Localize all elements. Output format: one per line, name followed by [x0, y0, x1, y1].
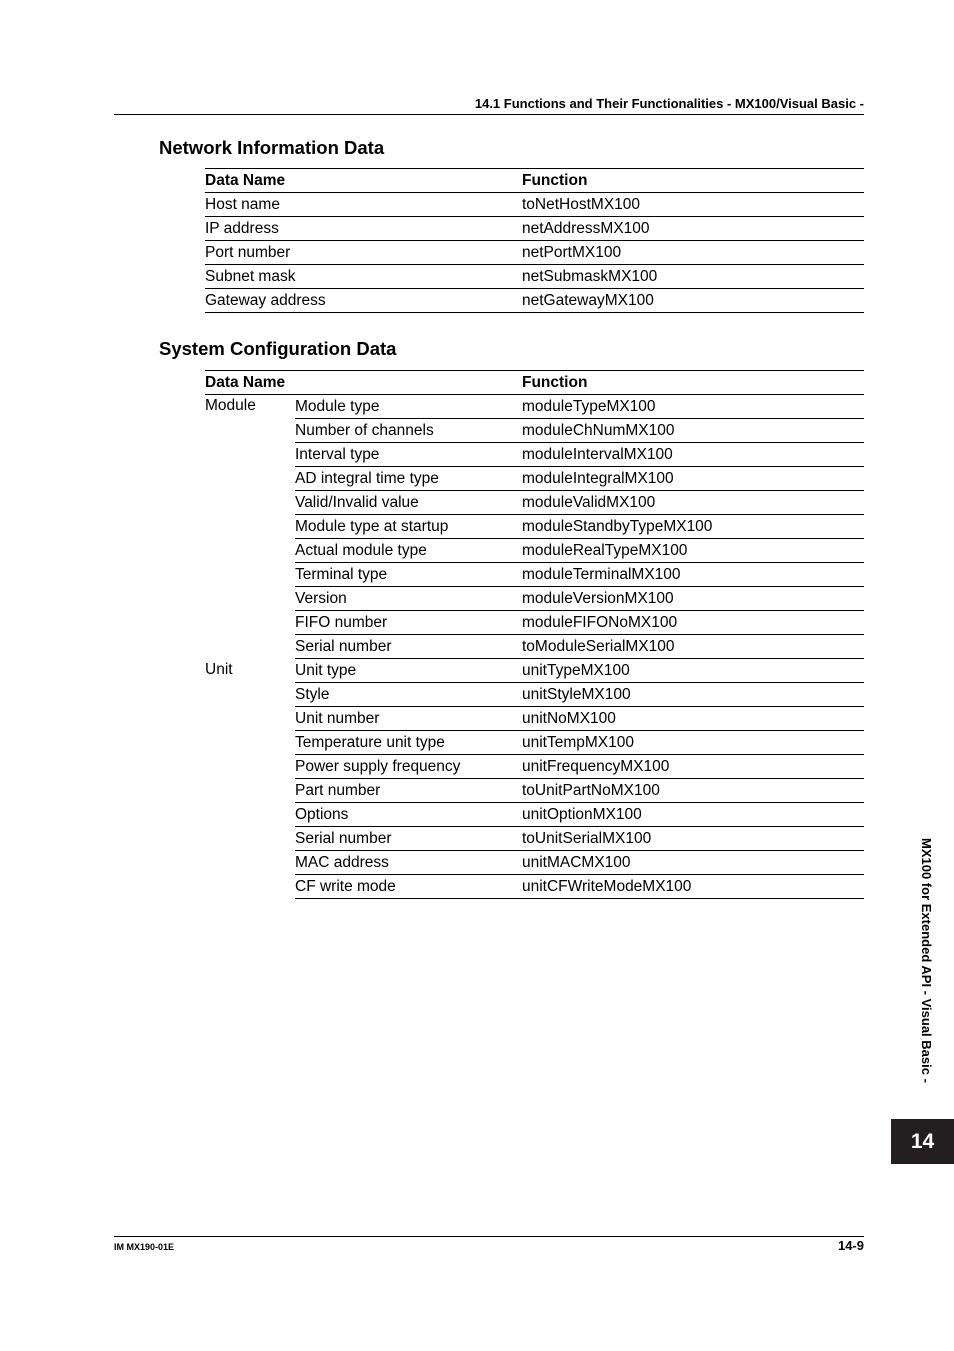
function-cell: toNetHostMX100 [522, 193, 864, 217]
table-row [205, 587, 864, 611]
function-cell: unitMACMX100 [522, 851, 864, 875]
table-row [205, 659, 864, 683]
network-info-table [205, 168, 864, 313]
table-row [205, 467, 864, 491]
table-row [205, 289, 864, 313]
data-name-cell: Module type at startup [295, 515, 522, 539]
function-cell: moduleFIFONoMX100 [522, 611, 864, 635]
data-name-cell: Power supply frequency [295, 755, 522, 779]
table-row [205, 827, 864, 851]
function-cell: moduleTerminalMX100 [522, 563, 864, 587]
table-row [205, 443, 864, 467]
group-label-module: Module [205, 397, 256, 414]
function-cell: unitStyleMX100 [522, 683, 864, 707]
data-name-cell: Style [295, 683, 522, 707]
data-name-cell: Serial number [295, 827, 522, 851]
table-row [205, 779, 864, 803]
table-row [205, 611, 864, 635]
header-rule [114, 114, 864, 115]
function-cell: moduleIntegralMX100 [522, 467, 864, 491]
table-header-row [205, 371, 864, 395]
column-header-data-name: Data Name [205, 373, 286, 391]
data-name-cell: Version [295, 587, 522, 611]
data-name-cell: Number of channels [295, 419, 522, 443]
function-cell: unitTypeMX100 [522, 659, 864, 683]
data-name-cell: Temperature unit type [295, 731, 522, 755]
data-name-cell: Host name [205, 193, 522, 217]
document-id: IM MX190-01E [114, 1242, 175, 1252]
chapter-side-tab-label: MX100 for Extended API - Visual Basic - [919, 838, 934, 1083]
function-cell: moduleTypeMX100 [522, 395, 864, 419]
table-row [205, 683, 864, 707]
table-row [205, 515, 864, 539]
table-row [205, 563, 864, 587]
running-header: 14.1 Functions and Their Functionalities - MX100/Visual Basic - [474, 96, 864, 111]
data-name-cell: Actual module type [295, 539, 522, 563]
data-name-cell: Terminal type [295, 563, 522, 587]
table-row [205, 707, 864, 731]
function-cell: netAddressMX100 [522, 217, 864, 241]
function-cell: toUnitPartNoMX100 [522, 779, 864, 803]
data-name-cell: Interval type [295, 443, 522, 467]
function-cell: unitTempMX100 [522, 731, 864, 755]
column-header-function: Function [522, 373, 588, 391]
table-header-row [205, 169, 864, 193]
table-row [205, 755, 864, 779]
table-row [205, 217, 864, 241]
network-section-title: Network Information Data [159, 137, 385, 158]
page-number: 14-9 [837, 1238, 864, 1253]
data-name-cell: FIFO number [295, 611, 522, 635]
function-cell: netSubmaskMX100 [522, 265, 864, 289]
function-cell: moduleVersionMX100 [522, 587, 864, 611]
system-config-table [205, 370, 864, 899]
table-row [205, 875, 864, 899]
data-name-cell: Part number [295, 779, 522, 803]
data-name-cell: Options [295, 803, 522, 827]
function-cell: moduleValidMX100 [522, 491, 864, 515]
function-cell: netGatewayMX100 [522, 289, 864, 313]
data-name-cell: CF write mode [295, 875, 522, 899]
data-name-cell: Subnet mask [205, 265, 522, 289]
function-cell: netPortMX100 [522, 241, 864, 265]
table-row [205, 491, 864, 515]
data-name-cell: Module type [295, 395, 522, 419]
table-row [205, 731, 864, 755]
data-name-cell: Serial number [295, 635, 522, 659]
chapter-number-tab: 14 [891, 1119, 954, 1164]
system-section-title: System Configuration Data [159, 338, 397, 359]
group-label-unit: Unit [205, 660, 233, 678]
function-cell: unitOptionMX100 [522, 803, 864, 827]
table-row [205, 193, 864, 217]
data-name-cell: Port number [205, 241, 522, 265]
data-name-cell: Gateway address [205, 289, 522, 313]
footer-rule [114, 1236, 864, 1237]
function-cell: toUnitSerialMX100 [522, 827, 864, 851]
table-row [205, 851, 864, 875]
table-row [205, 265, 864, 289]
table-row [205, 803, 864, 827]
data-name-cell: AD integral time type [295, 467, 522, 491]
data-name-cell: Valid/Invalid value [295, 491, 522, 515]
table-row [205, 539, 864, 563]
function-cell: moduleChNumMX100 [522, 419, 864, 443]
data-name-cell: IP address [205, 217, 522, 241]
function-cell: unitNoMX100 [522, 707, 864, 731]
function-cell: toModuleSerialMX100 [522, 635, 864, 659]
table-row [205, 419, 864, 443]
function-cell: moduleIntervalMX100 [522, 443, 864, 467]
function-cell: unitFrequencyMX100 [522, 755, 864, 779]
data-name-cell: Unit number [295, 707, 522, 731]
table-row [205, 395, 864, 419]
table-row [205, 241, 864, 265]
table-row [205, 635, 864, 659]
function-cell: moduleRealTypeMX100 [522, 539, 864, 563]
function-cell: unitCFWriteModeMX100 [522, 875, 864, 899]
column-header-function: Function [522, 171, 588, 189]
function-cell: moduleStandbyTypeMX100 [522, 515, 864, 539]
data-name-cell: Unit type [295, 659, 522, 683]
column-header-data-name: Data Name [205, 171, 286, 189]
data-name-cell: MAC address [295, 851, 522, 875]
